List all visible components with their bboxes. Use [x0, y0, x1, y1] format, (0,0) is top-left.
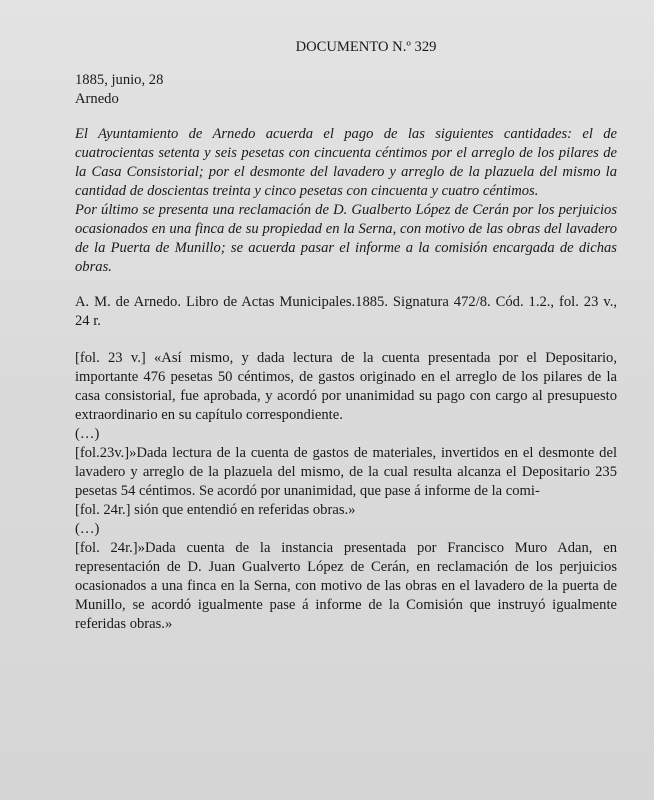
transcription — [75, 349, 617, 634]
transcription-paragraph: [fol. 23 v.] «Así mismo, y dada lectura de la cuenta presentada por el Depositario, importante 476 pesetas 50 céntimos, de gastos originado en el arreglo de los pilares de la casa consistorial, fue aprobada, y acordó por unanimidad su pago con cargo al presupuesto extraordinario en su capítulo correspondiente. — [75, 350, 617, 423]
document-place: Arnedo — [75, 91, 119, 107]
transcription-ellipsis: (…) — [75, 521, 100, 537]
transcription-paragraph: [fol. 24r.]»Dada cuenta de la instancia presentada por Francisco Muro Adan, en representación de D. Juan Gualverto López de Cerán, en reclamación de los perjuicios ocasionados a una finca en la Serna, con motivo de las obras en el lavadero de la puerta de Munillo, se acordó igualmente pase á informe de la Comisión que instruyó igualmente referidas obras.» — [75, 540, 617, 632]
transcription-paragraph-continuation: [fol. 24r.] sión que entendió en referidas obras.» — [75, 502, 356, 518]
summary-paragraph: El Ayuntamiento de Arnedo acuerda el pago de las siguientes cantidades: el de cuatrocientas setenta y seis pesetas con cincuenta céntimos por el arreglo de los pilares de la Casa Consistorial; por el desmonte del lavadero y arreglo de la plazuela del mismo la cantidad de doscientas treinta y cinco pesetas con cincuenta y cuatro céntimos. — [75, 126, 617, 199]
document-summary — [75, 125, 617, 277]
transcription-ellipsis: (…) — [75, 426, 100, 442]
transcription-paragraph: [fol.23v.]»Dada lectura de la cuenta de gastos de materiales, invertidos en el desmonte del lavadero y arreglo de la plazuela del mismo, de la cual resulta alcanza el Depositario 235 pesetas 54 céntimos. Se acordó por unanimidad, que pase á informe de la comi- — [75, 445, 617, 499]
summary-paragraph: Por último se presenta una reclamación de D. Gualberto López de Cerán por los perjuicios ocasionados en una finca de su propiedad en la Serna, con motivo de las obras del lavadero de la Puerta de Munillo; se acuerda pasar el informe a la comisión encargada de dichas obras. — [75, 202, 617, 275]
document-content — [75, 38, 617, 634]
document-title: DOCUMENTO N.º 329 — [295, 39, 437, 55]
document-source: A. M. de Arnedo. Libro de Actas Municipales.1885. Signatura 472/8. Cód. 1.2., fol. 23 v., 24 r. — [75, 294, 617, 329]
document-header — [75, 71, 617, 109]
document-date: 1885, junio, 28 — [75, 72, 164, 88]
